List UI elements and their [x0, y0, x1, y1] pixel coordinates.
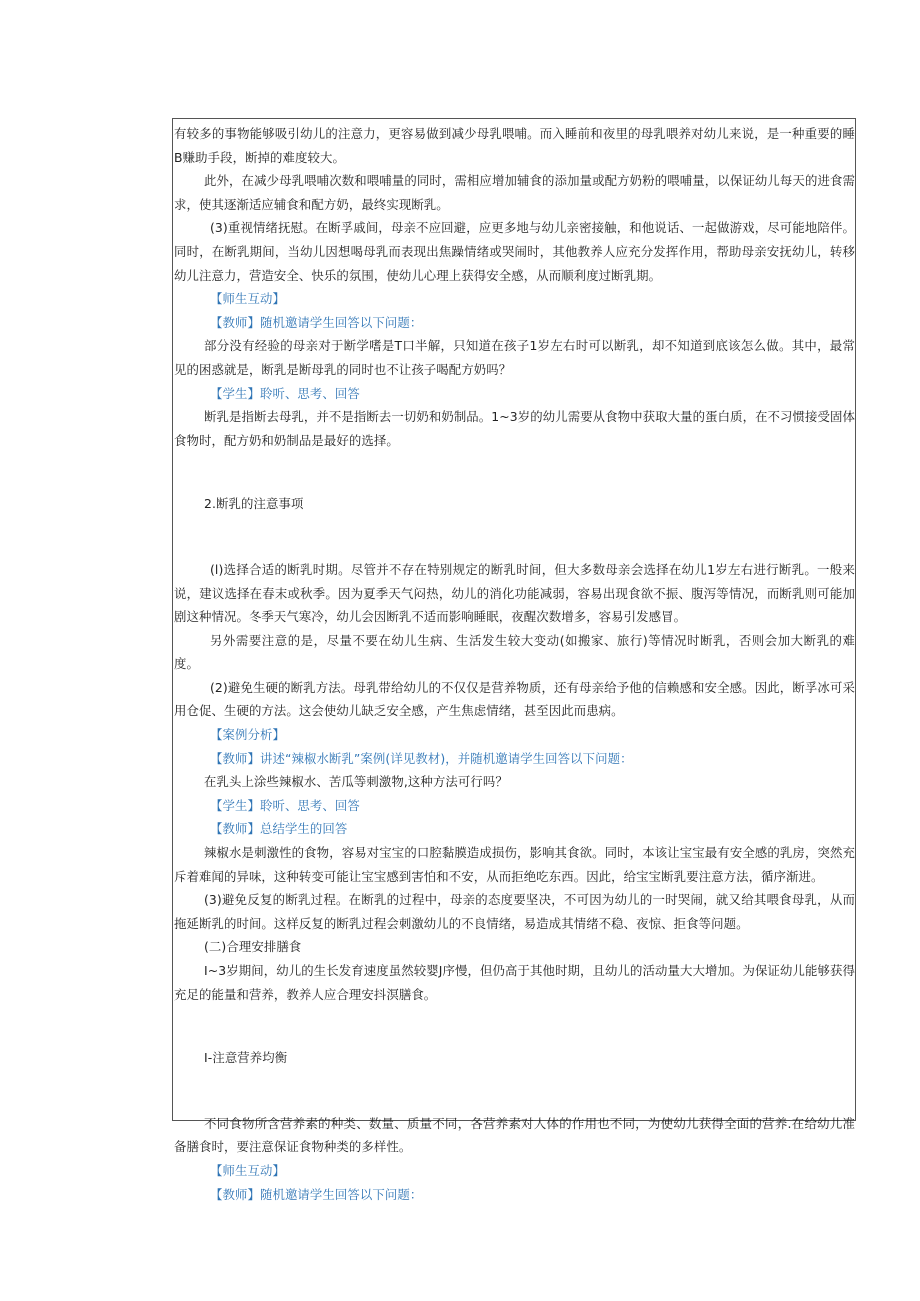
paragraph: I~3岁期间，幼儿的生长发育速度虽然较婴J序慢，但仍高于其他时期，且幼儿的活动量大大增加。为保证幼儿能够获得充足的能量和营养，教养人应合理安抖溟膳食。 — [174, 963, 855, 1002]
paragraph: 有较多的事物能够吸引幼儿的注意力，更容易做到减少母乳喂哺。而入睡前和夜里的母乳喂养对幼儿来说，是一种重要的睡B赚助手段，断掉的难度较大。 — [174, 126, 855, 165]
section-marker: 【教师】随机邀请学生回答以下问题： — [210, 314, 423, 330]
paragraph: (2)避免生硬的断乳方法。母乳带给幼儿的不仅仅是营养物质，还有母亲给予他的信赖感和安全感。因此，断孚冰可采用仓促、生硬的方法。这会使幼儿缺乏安全感，产生焦虑情绪，甚至因此而患病。 — [174, 679, 855, 719]
paragraph: (l)选择合适的断乳时期。尽管并不存在特别规定的断乳时间，但大多数母亲会选择在幼儿1岁左右进行断乳。一般来说，建议选择在春末或秋季。因为夏季天气闷热，幼儿的消化功能减弱，容易出现食欲不振、腹泻等情况，而断乳则可能加剧这种情况。冬季天气寒冷，幼儿会因断乳不适而影响睡眠，夜醒次数增多，容易引发感冒。 — [174, 561, 855, 625]
paragraph: 断乳是指断去母乳，并不是指断去一切奶和奶制品。1~3岁的幼儿需要从食物中获取大量的蛋白质，在不习惯接受固体食物时，配方奶和奶制品是最好的选择。 — [174, 409, 855, 448]
paragraph: I-注意营养均衡 — [204, 1050, 288, 1066]
section-marker: 【案例分析】 — [210, 727, 285, 743]
paragraph-gap — [174, 532, 855, 542]
paragraph-gap — [174, 1086, 855, 1096]
document-body — [174, 122, 855, 1206]
section-marker: 【教师】总结学生的回答 — [210, 821, 348, 837]
paragraph-gap — [174, 1022, 855, 1030]
paragraph: 另外需要注意的是，尽量不要在幼儿生病、生活发生较大变动(如搬家、旅行)等情况时断乳，否则会加大断乳的难度。 — [174, 632, 855, 672]
section-marker: 【师生互动】 — [210, 1162, 285, 1178]
paragraph-gap — [174, 468, 855, 476]
section-marker: 【教师】随机邀请学生回答以下问题： — [210, 1186, 423, 1202]
section-marker: 【学生】聆听、思考、回答 — [210, 797, 360, 813]
paragraph: 辣椒水是刺激性的食物，容易对宝宝的口腔黏膜造成损伤，影响其食欲。同时，本该让宝宝最有安全感的乳房，突然充斥着难闻的异味，这种转变可能让宝宝感到害怕和不安，从而拒绝吃东西。因此，给宝宝断乳要注意方法，循序渐进。 — [174, 845, 855, 884]
paragraph: (3)避免反复的断乳过程。在断乳的过程中，母亲的态度要坚决，不可因为幼儿的一时哭闹，就又给其喂食母乳，从而拖延断乳的时间。这样反复的断乳过程会刺激幼儿的不良情绪，易造成其情绪不稳、夜惊、拒食等问题。 — [174, 892, 855, 931]
paragraph: (二)合理安排膳食 — [204, 939, 302, 955]
paragraph: 在乳头上涂些辣椒水、苦瓜等刺激物,这种方法可行吗？ — [204, 774, 508, 790]
paragraph: 不同食物所含营养素的种类、数量、质量不同，各营养素对人体的作用也不同，为使幼儿获得全面的营养.在给幼儿准备膳食时，要注意保证食物种类的多样性。 — [174, 1115, 855, 1155]
paragraph: (3)重视情绪抚慰。在断孚戚间，母亲不应回避，应更多地与幼儿亲密接触，和他说话、一起做游戏，尽可能地陪伴。同时，在断乳期间，当幼儿因想喝母乳而表现出焦躁情绪或哭闹时，其他教养人应充分发挥作用，帮助母亲安抚幼儿，转移幼儿注意力，营造安全、快乐的氛围，使幼儿心理上获得安全感，从而顺利度过断乳期。 — [174, 220, 855, 283]
paragraph: 此外，在减少母乳喂哺次数和喂哺量的同时，需相应增加辅食的添加量或配方奶粉的喂哺量，以保证幼儿每天的进食需求，使其逐渐适应辅食和配方奶，最终实现断乳。 — [174, 173, 855, 212]
section-marker: 【师生互动】 — [210, 291, 285, 307]
section-marker: 【教师】讲述“辣椒水断乳”案例(详见教材)，并随机邀请学生回答以下问题： — [210, 750, 633, 766]
paragraph: 部分没有经验的母亲对于断学嗜是T口半解，只知道在孩子1岁左右时可以断乳，却不知道到底该怎么做。其中，最常见的困惑就是，断乳是断母乳的同时也不让孩子喝配方奶吗？ — [174, 338, 855, 377]
paragraph: 2.断乳的注意事项 — [204, 496, 304, 512]
section-marker: 【学生】聆听、思考、回答 — [210, 385, 360, 401]
